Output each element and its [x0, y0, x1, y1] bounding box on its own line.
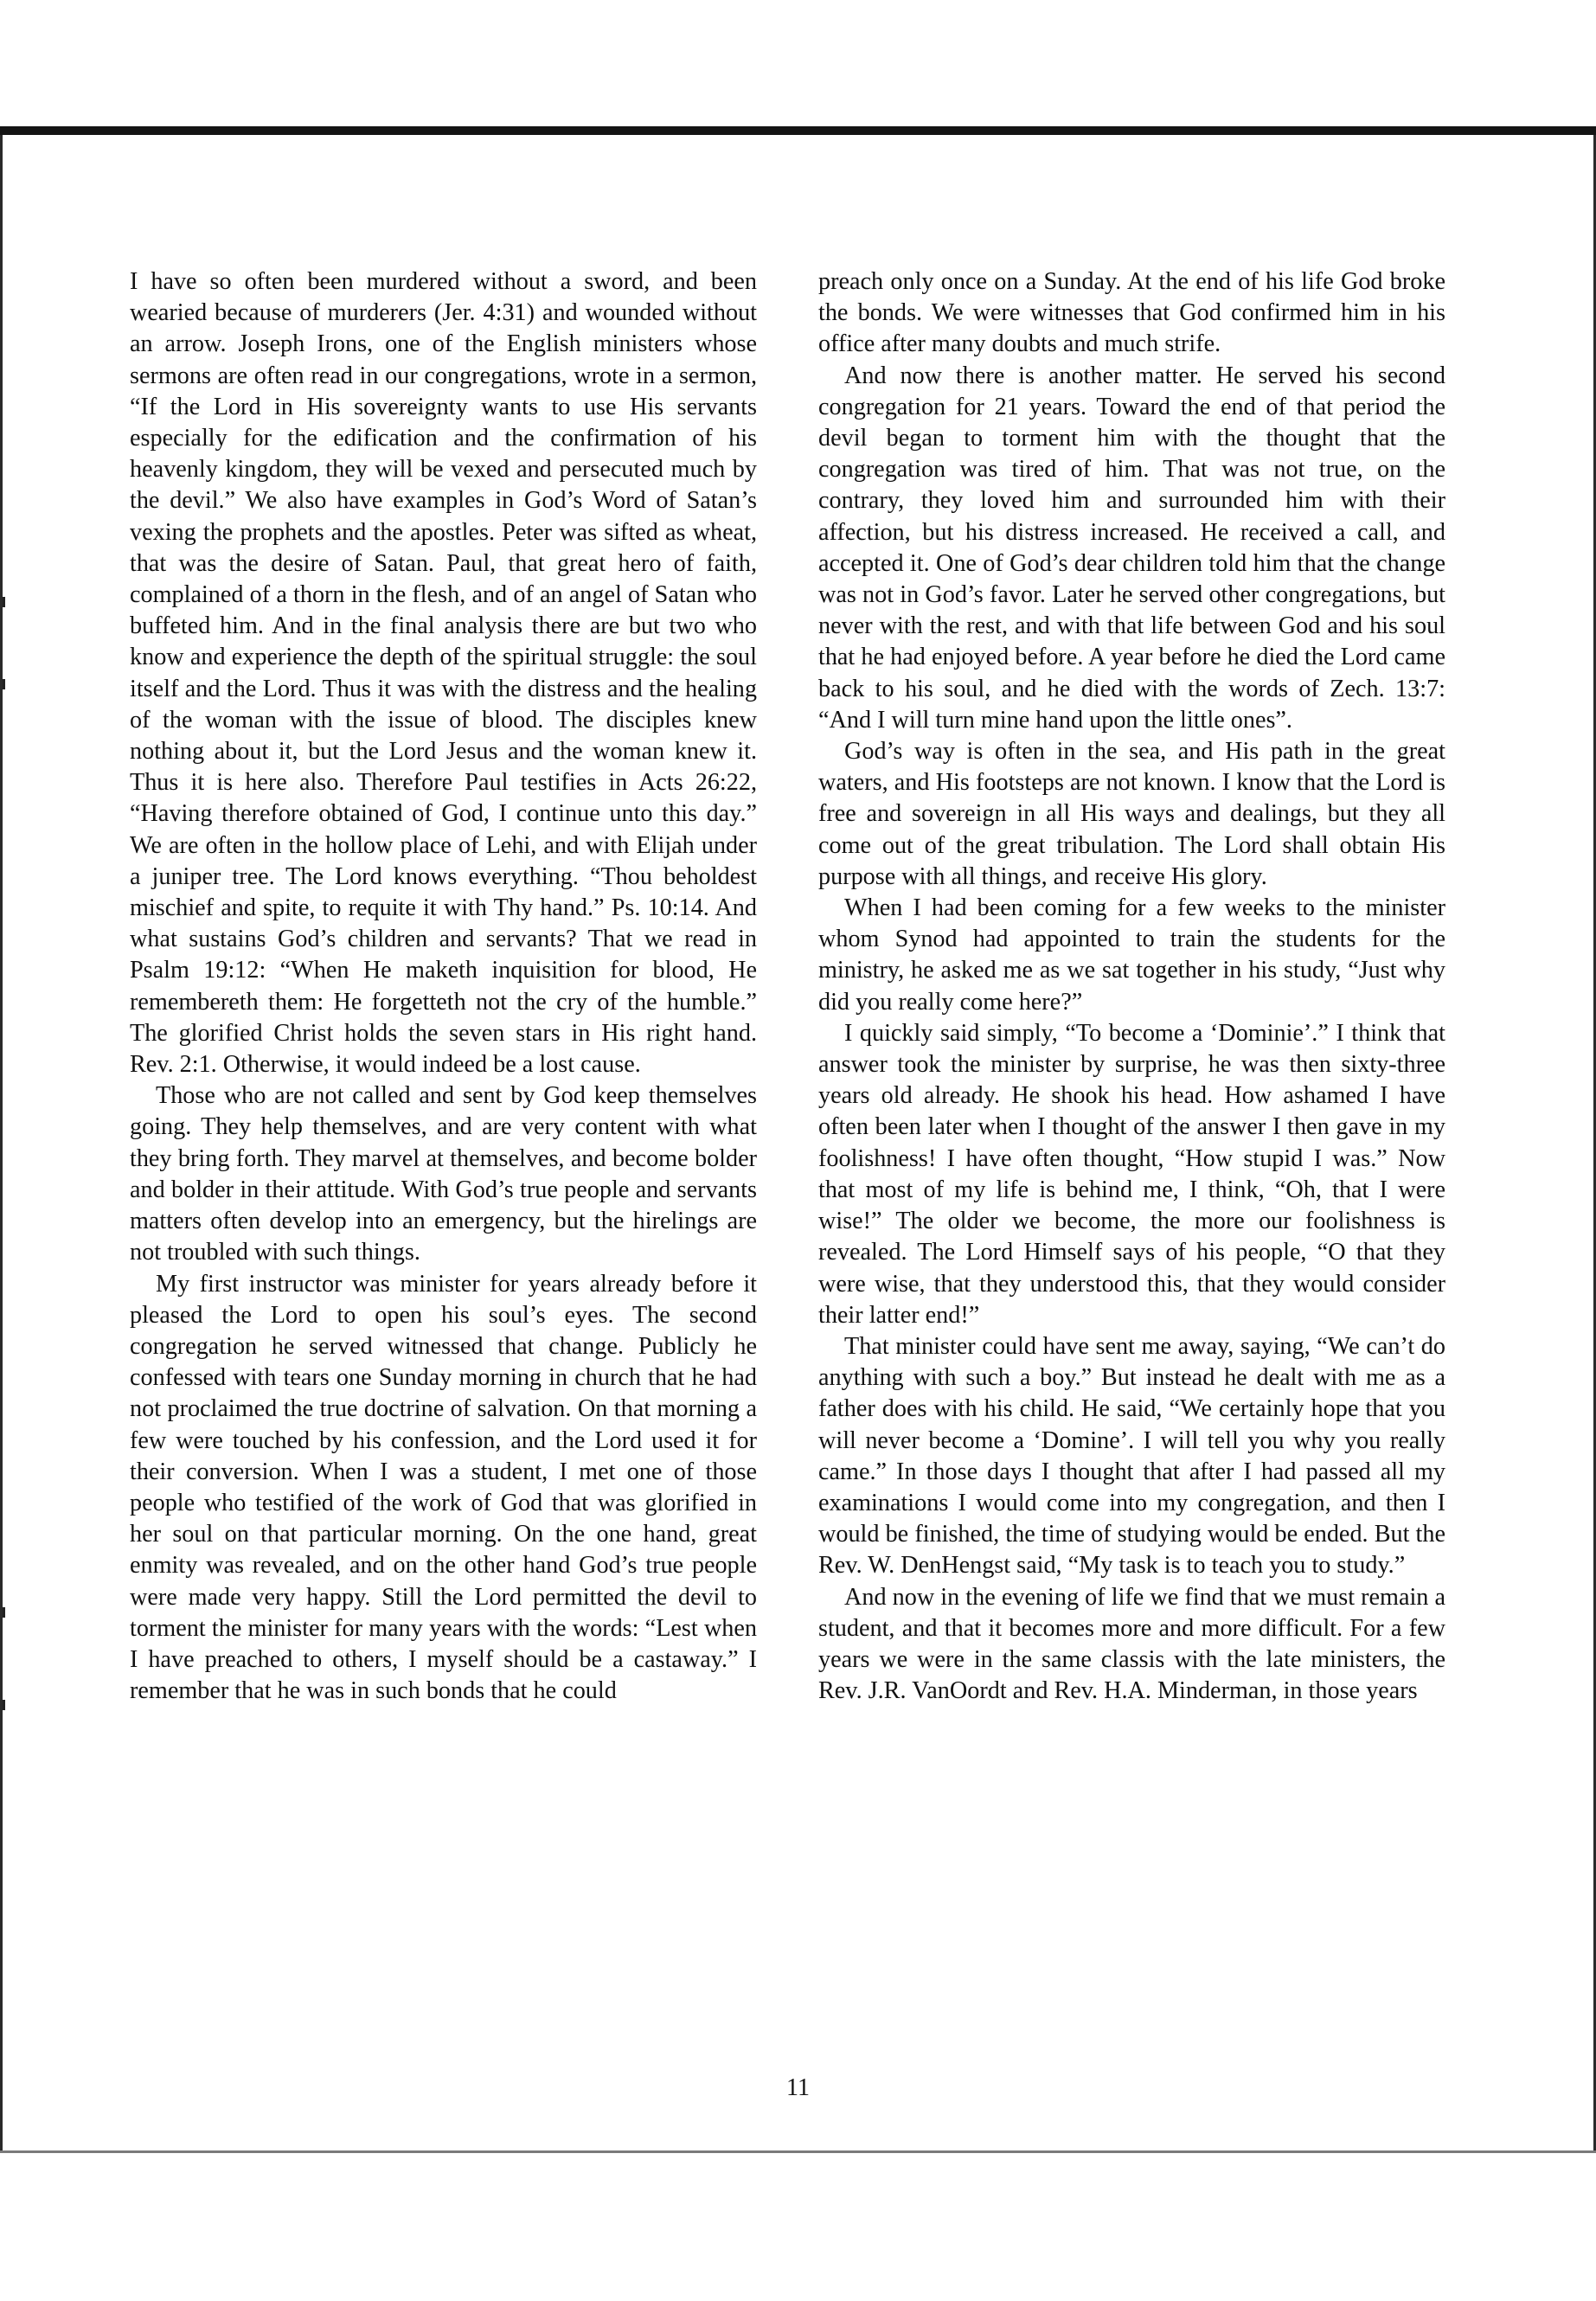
- paragraph: preach only once on a Sunday. At the end of his life God broke the bonds. We were witnesses that God confirmed him in his office after many doubts and much strife.: [818, 268, 1445, 358]
- paragraph: I have so often been murdered without a sword, and been wearied because of murderers (Jer. 4:31) and wounded without an arrow. Joseph Irons, one of the English ministers whose sermons are often read in our congregations, wrote in a sermon, “If the Lord in His sovereignty wants to use His servants especially for the edification and the confirmation of his heavenly kingdom, they will be vexed and persecuted much by the devil.” We also have examples in God’s Word of Satan’s vexing the prophets and the apostles. Peter was sifted as wheat, that was the desire of Satan. Paul, that great hero of faith, complained of a thorn in the flesh, and of an angel of Satan who buffeted him. And in the final analysis there are but two who know and experience the depth of the spiritual struggle: the soul itself and the Lord. Thus it was with the distress and the healing of the woman with the issue of blood. The disciples knew nothing about it, but the Lord Jesus and the woman knew it. Thus it is here also. Therefore Paul testifies in Acts 26:22, “Having therefore obtained of God, I continue unto this day.” We are often in the hollow place of Lehi, and with Elijah under a juniper tree. The Lord knows everything. “Thou beholdest mischief and spite, to requite it with Thy hand.” Ps. 10:14. And what sustains God’s children and servants? That we read in Psalm 19:12: “When He maketh inquisition for blood, He remembereth them: He forgetteth not the cry of the humble.” The glorified Christ holds the seven stars in His right hand. Rev. 2:1. Otherwise, it would indeed be a lost cause.: [130, 268, 757, 1079]
- paragraph: And now there is another matter. He served his second congregation for 21 years. Toward the end of that period the devil began to torment him with the thought that the congregation was tired of him. That was not true, on the contrary, they loved him and surrounded him with their affection, but his distress increased. He received a call, and accepted it. One of God’s dear children told him that the change was not in God’s favor. Later he served other congregations, but never with the rest, and with that life between God and his soul that he had enjoyed before. A year before he died the Lord came back to his soul, and he died with the words of Zech. 13:7: “And I will turn mine hand upon the little ones”.: [818, 362, 1445, 734]
- paragraph: When I had been coming for a few weeks to the minister whom Synod had appointed to train the students for the ministry, he asked me as we sat together in his study, “Just why did you really come here?”: [818, 894, 1445, 1016]
- scan-border-left: [0, 135, 3, 2150]
- paragraph: God’s way is often in the sea, and His path in the great waters, and His footsteps are not known. I know that the Lord is free and sovereign in all His ways and dealings, but they all come out of the great tribulation. The Lord shall obtain His purpose with all things, and receive His glory.: [818, 738, 1445, 890]
- right-text-column: [818, 266, 1445, 1707]
- binding-hole-mark: [3, 679, 12, 689]
- paragraph: I quickly said simply, “To become a ‘Dominie’.” I think that answer took the minister by surprise, he was then sixty-three years old already. He shook his head. How ashamed I have often been later when I thought of the answer I then gave in my foolishness! I have often thought, “How stupid I was.” Now that most of my life is behind me, I think, “Oh, that I were wise!” The older we become, the more our foolishness is revealed. The Lord Himself says of his people, “O that they were wise, that they understood this, that they would consider their latter end!”: [818, 1019, 1445, 1329]
- binding-hole-mark: [3, 597, 12, 607]
- binding-hole-mark: [3, 1700, 12, 1710]
- paragraph: My first instructor was minister for years already before it pleased the Lord to open his soul’s eyes. The second congregation he served witnessed that change. Publicly he confessed with tears one Sunday morning in church that he had not proclaimed the true doctrine of salvation. On that morning a few were touched by his confession, and the Lord used it for their conversion. When I was a student, I met one of those people who testified of the work of God that was glorified in her soul on that particular morning. On the one hand, great enmity was revealed, and on the other hand God’s true people were made very happy. Still the Lord permitted the devil to torment the minister for many years with the words: “Lest when I have preached to others, I myself should be a castaway.” I remember that he was in such bonds that he could: [130, 1270, 757, 1705]
- paragraph: That minister could have sent me away, saying, “We can’t do anything with such a boy.” But instead he dealt with me as a father does with his child. He said, “We certainly hope that you will never become a ‘Domine’. I will tell you why you really came.” In those days I thought that after I had passed all my examinations I would come into my congregation, and then I would be finished, the time of studying would be ended. But the Rev. W. DenHengst said, “My task is to teach you to study.”: [818, 1332, 1445, 1580]
- scan-border-top: [0, 126, 1596, 135]
- paragraph: Those who are not called and sent by God keep themselves going. They help themselves, and are very content with what they bring forth. They marvel at themselves, and become bolder and bolder in their attitude. With God’s true people and servants matters often develop into an emergency, but the hirelings are not troubled with such things.: [130, 1082, 757, 1266]
- scan-border-bottom: [0, 2150, 1596, 2153]
- binding-hole-mark: [3, 1607, 12, 1618]
- scan-margin-top: [0, 0, 1596, 130]
- page-number: 11: [786, 2074, 810, 2101]
- left-text-column: [130, 266, 757, 1707]
- paragraph: And now in the evening of life we find that we must remain a student, and that it becomes more and more difficult. For a few years we were in the same classis with the late ministers, the Rev. J.R. VanOordt and Rev. H.A. Minderman, in those years: [818, 1583, 1445, 1705]
